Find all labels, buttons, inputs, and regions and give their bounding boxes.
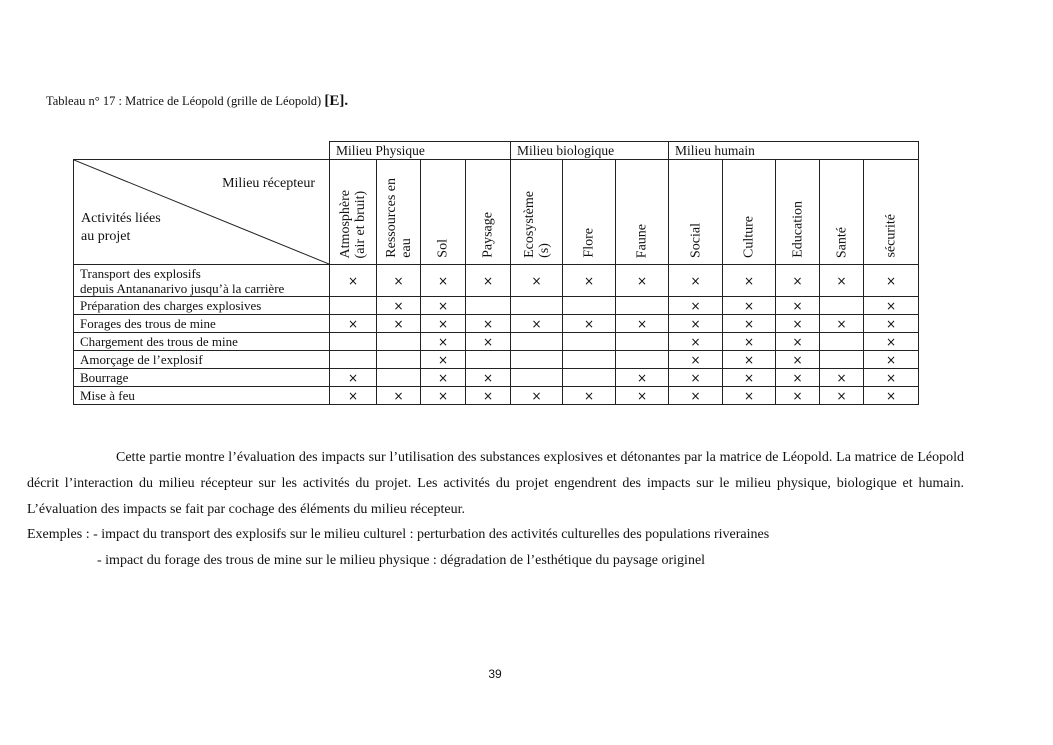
activity-label xyxy=(74,265,330,297)
impact-mark: × xyxy=(377,297,421,315)
impact-mark: × xyxy=(776,387,820,405)
activity-label-line: Chargement des trous de mine xyxy=(80,334,238,349)
impact-mark: × xyxy=(421,333,466,351)
caption-text: Tableau n° 17 : Matrice de Léopold (grille de Léopold) xyxy=(46,94,325,108)
page-number: 39 xyxy=(488,667,502,681)
impact-mark: × xyxy=(563,315,616,333)
impact-mark: × xyxy=(330,265,377,297)
impact-mark: × xyxy=(864,315,919,333)
empty-cell xyxy=(511,369,563,387)
impact-mark: × xyxy=(669,369,723,387)
impact-mark: × xyxy=(864,297,919,315)
column-header-line: Paysage xyxy=(480,212,496,258)
impact-mark: × xyxy=(421,387,466,405)
column-header-label xyxy=(790,201,805,258)
activity-label xyxy=(74,369,330,387)
impact-mark: × xyxy=(723,315,776,333)
column-header-line: (air et bruit) xyxy=(353,190,368,258)
empty-cell xyxy=(466,351,511,369)
column-header-line: Atmosphère xyxy=(338,189,353,258)
empty-cell xyxy=(563,333,616,351)
column-header-line: Flore xyxy=(581,228,597,258)
table-row xyxy=(74,369,919,387)
column-header-label xyxy=(834,227,849,258)
impact-mark: × xyxy=(330,315,377,333)
impact-mark: × xyxy=(377,315,421,333)
empty-cell xyxy=(563,351,616,369)
table-row xyxy=(74,297,919,315)
empty-cell xyxy=(616,333,669,351)
column-header-line: (s) xyxy=(536,243,552,258)
column-header xyxy=(511,160,563,265)
diagonal-header-cell xyxy=(74,160,330,265)
column-header-line: Ressources en xyxy=(383,178,399,258)
column-header-label xyxy=(338,190,368,258)
impact-mark: × xyxy=(776,265,820,297)
impact-mark: × xyxy=(377,265,421,297)
column-header-label xyxy=(884,214,899,258)
column-header-label xyxy=(582,228,597,258)
impact-mark: × xyxy=(421,369,466,387)
empty-cell xyxy=(511,297,563,315)
impact-mark: × xyxy=(330,369,377,387)
column-header-line: eau xyxy=(398,238,414,258)
impact-mark: × xyxy=(563,265,616,297)
impact-mark: × xyxy=(511,315,563,333)
impact-mark: × xyxy=(511,387,563,405)
impact-mark: × xyxy=(723,369,776,387)
column-header xyxy=(377,160,421,265)
column-header-line: Social xyxy=(688,223,704,258)
impact-mark: × xyxy=(466,315,511,333)
impact-mark: × xyxy=(723,387,776,405)
impact-mark: × xyxy=(864,265,919,297)
empty-cell xyxy=(330,333,377,351)
group-milieu-biologique: Milieu biologique xyxy=(511,142,669,160)
column-header-line: Culture xyxy=(741,216,757,258)
impact-mark: × xyxy=(776,297,820,315)
impact-mark: × xyxy=(864,369,919,387)
column-header-label xyxy=(522,191,552,258)
column-header-label xyxy=(635,224,650,258)
empty-cell xyxy=(820,351,864,369)
column-header xyxy=(466,160,511,265)
column-header xyxy=(776,160,820,265)
activity-label-line: depuis Antananarivo jusqu’à la carrière xyxy=(80,280,285,296)
column-header-label xyxy=(688,223,703,258)
activity-label-line: Transport des explosifs xyxy=(80,265,201,281)
table-row xyxy=(74,351,919,369)
column-header xyxy=(820,160,864,265)
table-row xyxy=(74,265,919,297)
column-header xyxy=(330,160,377,265)
impact-mark: × xyxy=(669,351,723,369)
impact-mark: × xyxy=(563,387,616,405)
table-row xyxy=(74,333,919,351)
column-header-line: Faune xyxy=(634,223,650,258)
blank-corner xyxy=(74,142,330,160)
column-header xyxy=(864,160,919,265)
column-header-line: sécurité xyxy=(883,214,899,258)
impact-mark: × xyxy=(421,351,466,369)
group-header-row xyxy=(74,142,919,160)
activity-label xyxy=(74,297,330,315)
empty-cell xyxy=(330,351,377,369)
caption-reference: [E]. xyxy=(324,93,349,109)
impact-mark: × xyxy=(421,315,466,333)
impact-mark: × xyxy=(377,387,421,405)
impact-mark: × xyxy=(820,315,864,333)
impact-mark: × xyxy=(776,315,820,333)
empty-cell xyxy=(330,297,377,315)
column-header xyxy=(563,160,616,265)
impact-mark: × xyxy=(723,351,776,369)
empty-cell xyxy=(511,351,563,369)
column-header xyxy=(616,160,669,265)
example-1: Exemples : - impact du transport des explosifs sur le milieu culturel : perturbation des activités culturelles des populations riveraines xyxy=(27,527,770,542)
impact-mark: × xyxy=(723,265,776,297)
impact-mark: × xyxy=(466,369,511,387)
impact-mark: × xyxy=(466,333,511,351)
body-paragraph: Cette partie montre l’évaluation des impacts sur l’utilisation des substances explosives et détonantes par la matrice de Léopold. La matrice de Léopold décrit l’interaction du milieu récepteur sur les activités du projet. Les activités du projet engendrent des impacts sur le milieu physique, biologique et humain. L’évaluation des impacts se fait par cochage des éléments du milieu récepteur. xyxy=(27,450,964,517)
column-header-line: Education xyxy=(790,201,806,258)
impact-mark: × xyxy=(864,351,919,369)
impact-mark: × xyxy=(669,297,723,315)
empty-cell xyxy=(563,297,616,315)
activites-label xyxy=(81,210,161,246)
impact-mark: × xyxy=(466,265,511,297)
empty-cell xyxy=(511,333,563,351)
activity-label xyxy=(74,315,330,333)
impact-mark: × xyxy=(669,387,723,405)
empty-cell xyxy=(466,297,511,315)
impact-mark: × xyxy=(421,265,466,297)
impact-mark: × xyxy=(669,265,723,297)
impact-mark: × xyxy=(820,387,864,405)
activity-label-line: Bourrage xyxy=(80,370,129,385)
impact-mark: × xyxy=(776,351,820,369)
empty-cell xyxy=(377,369,421,387)
column-header xyxy=(421,160,466,265)
empty-cell xyxy=(616,297,669,315)
impact-mark: × xyxy=(330,387,377,405)
impact-mark: × xyxy=(820,369,864,387)
column-header-label xyxy=(384,178,414,258)
column-header-row xyxy=(74,160,919,265)
activites-label-line1: Activités liées xyxy=(81,211,161,226)
activity-label xyxy=(74,387,330,405)
impact-mark: × xyxy=(511,265,563,297)
column-header xyxy=(669,160,723,265)
activity-label xyxy=(74,333,330,351)
impact-mark: × xyxy=(669,333,723,351)
impact-mark: × xyxy=(776,333,820,351)
table-caption xyxy=(46,93,348,110)
empty-cell xyxy=(820,333,864,351)
impact-mark: × xyxy=(616,369,669,387)
impact-mark: × xyxy=(616,315,669,333)
activity-label-line: Préparation des charges explosives xyxy=(80,298,262,313)
empty-cell xyxy=(616,351,669,369)
impact-mark: × xyxy=(864,387,919,405)
column-header-line: Santé xyxy=(834,226,850,258)
table-row xyxy=(74,315,919,333)
column-header-line: Ecosystème xyxy=(521,191,537,258)
activity-label xyxy=(74,351,330,369)
column-header-label xyxy=(742,216,757,258)
empty-cell xyxy=(820,297,864,315)
milieu-recepteur-label: Milieu récepteur xyxy=(222,176,315,191)
activity-label-line: Mise à feu xyxy=(80,388,135,403)
group-milieu-physique: Milieu Physique xyxy=(330,142,511,160)
activites-label-line2: au projet xyxy=(81,229,131,244)
impact-mark: × xyxy=(421,297,466,315)
impact-mark: × xyxy=(616,387,669,405)
column-header-label xyxy=(481,212,496,258)
impact-mark: × xyxy=(864,333,919,351)
leopold-matrix-table xyxy=(73,141,919,405)
activity-label-line: Forages des trous de mine xyxy=(80,316,216,331)
table-row xyxy=(74,387,919,405)
column-header-label xyxy=(436,239,451,258)
impact-mark: × xyxy=(820,265,864,297)
column-header xyxy=(723,160,776,265)
empty-cell xyxy=(377,333,421,351)
impact-mark: × xyxy=(723,333,776,351)
impact-mark: × xyxy=(669,315,723,333)
impact-mark: × xyxy=(616,265,669,297)
column-header-line: Sol xyxy=(435,239,451,258)
impact-mark: × xyxy=(776,369,820,387)
empty-cell xyxy=(377,351,421,369)
example-2: - impact du forage des trous de mine sur le milieu physique : dégradation de l’esthétique du paysage originel xyxy=(97,553,706,568)
empty-cell xyxy=(563,369,616,387)
impact-mark: × xyxy=(466,387,511,405)
impact-mark: × xyxy=(723,297,776,315)
activity-label-line: Amorçage de l’explosif xyxy=(80,352,203,367)
group-milieu-humain: Milieu humain xyxy=(669,142,919,160)
